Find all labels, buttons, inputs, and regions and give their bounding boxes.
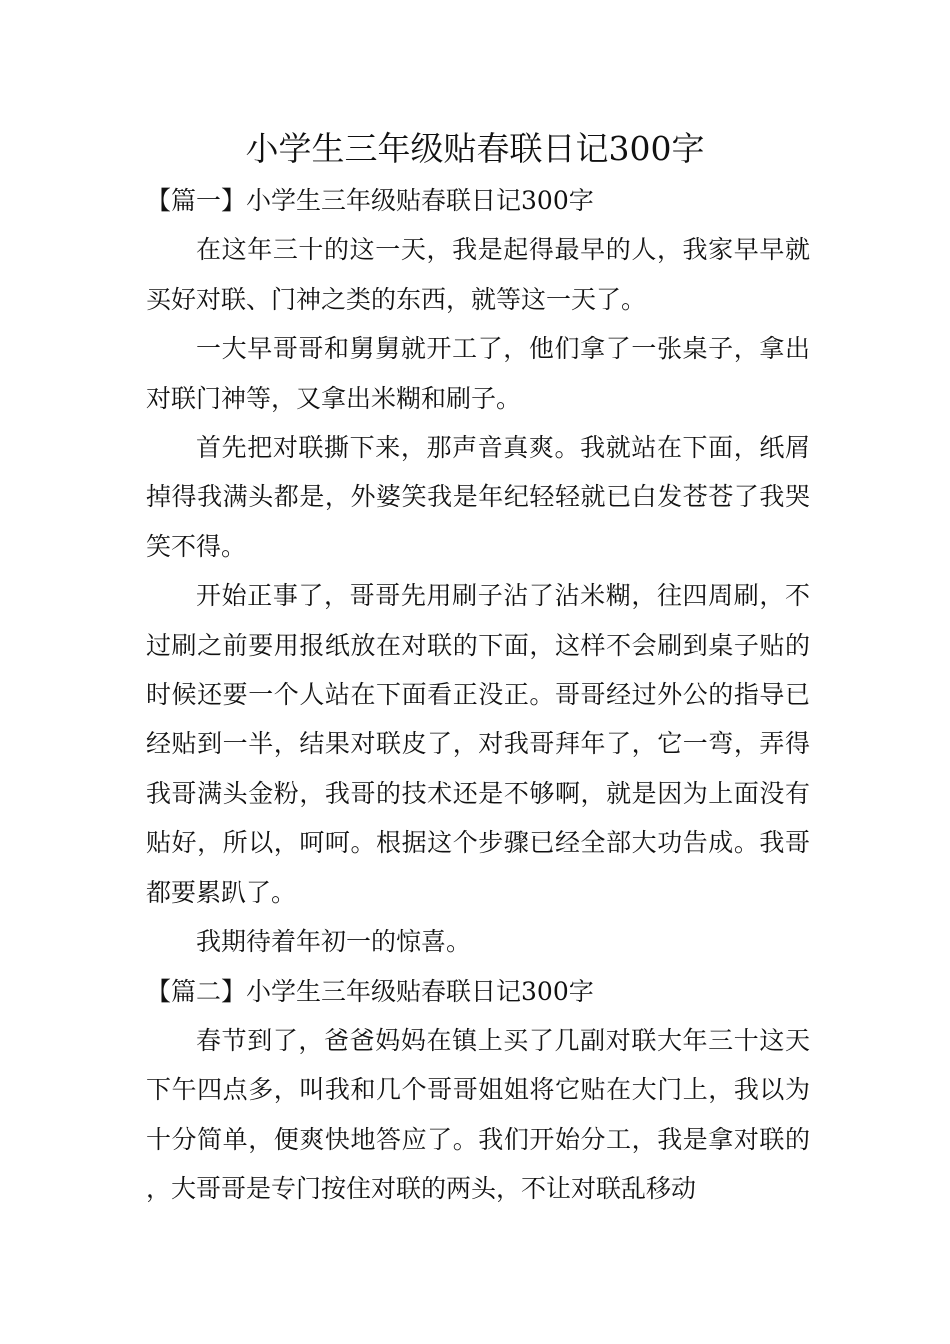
paragraph: 在这年三十的这一天，我是起得最早的人，我家早早就买好对联、门神之类的东西，就等这一天了。 <box>146 235 810 314</box>
section-heading-2: 【篇二】小学生三年级贴春联日记300字 <box>146 976 594 1006</box>
paragraph: 春节到了，爸爸妈妈在镇上买了几副对联大年三十这天下午四点多，叫我和几个哥哥姐姐将它贴在大门上，我以为十分简单，便爽快地答应了。我们开始分工，我是拿对联的，大哥哥是专门按住对联的两头，不让对联乱移动 <box>146 1025 810 1204</box>
section-heading-1: 【篇一】小学生三年级贴春联日记300字 <box>146 186 594 215</box>
document-title: 小学生三年级贴春联日记300字 <box>245 129 705 168</box>
paragraph: 我期待着年初一的惊喜。 <box>196 927 472 957</box>
document-body <box>146 176 810 1214</box>
paragraph: 一大早哥哥和舅舅就开工了，他们拿了一张桌子，拿出对联门神等，又拿出米糊和刷子。 <box>146 334 810 413</box>
paragraph: 首先把对联撕下来，那声音真爽。我就站在下面，纸屑掉得我满头都是，外婆笑我是年纪轻轻就已白发苍苍了我哭笑不得。 <box>146 433 810 561</box>
paragraph: 开始正事了，哥哥先用刷子沾了沾米糊，往四周刷，不过刷之前要用报纸放在对联的下面，这样不会刷到桌子贴的时候还要一个人站在下面看正没正。哥哥经过外公的指导已经贴到一半，结果对联皮了，对我哥拜年了，它一弯，弄得我哥满头金粉，我哥的技术还是不够啊，就是因为上面没有贴好，所以，呵呵。根据这个步骤已经全部大功告成。我哥都要累趴了。 <box>146 581 810 907</box>
